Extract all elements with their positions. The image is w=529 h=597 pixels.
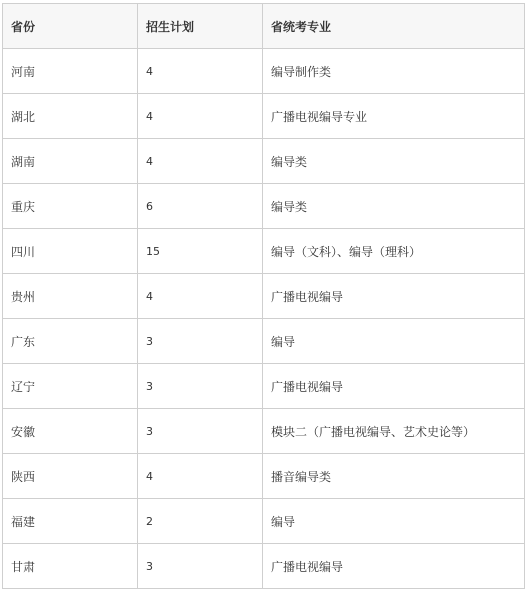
cell-province: 安徽 [3,409,138,454]
cell-plan: 3 [138,319,263,364]
enrollment-table-container [2,3,525,589]
cell-major: 编导（文科）、编导（理科） [263,229,525,274]
cell-plan: 15 [138,229,263,274]
cell-major: 模块二（广播电视编导、艺术史论等） [263,409,525,454]
cell-major: 广播电视编导 [263,274,525,319]
cell-major: 编导类 [263,139,525,184]
table-row [3,319,525,364]
cell-plan: 4 [138,139,263,184]
cell-province: 甘肃 [3,544,138,589]
cell-major: 编导 [263,319,525,364]
cell-plan: 4 [138,49,263,94]
table-row [3,229,525,274]
cell-province: 重庆 [3,184,138,229]
cell-province: 陕西 [3,454,138,499]
cell-province: 广东 [3,319,138,364]
table-row [3,364,525,409]
cell-major: 广播电视编导 [263,364,525,409]
table-row [3,184,525,229]
cell-major: 编导 [263,499,525,544]
cell-major: 播音编导类 [263,454,525,499]
cell-province: 湖北 [3,94,138,139]
header-major: 省统考专业 [263,4,525,49]
cell-province: 辽宁 [3,364,138,409]
table-row [3,49,525,94]
cell-major: 编导制作类 [263,49,525,94]
cell-major: 编导类 [263,184,525,229]
cell-province: 河南 [3,49,138,94]
cell-province: 湖南 [3,139,138,184]
cell-province: 福建 [3,499,138,544]
cell-plan: 3 [138,364,263,409]
cell-plan: 4 [138,274,263,319]
table-row [3,409,525,454]
table-row [3,499,525,544]
cell-major: 广播电视编导 [263,544,525,589]
table-row [3,94,525,139]
table-row [3,274,525,319]
cell-plan: 3 [138,544,263,589]
enrollment-table [2,3,525,589]
cell-major: 广播电视编导专业 [263,94,525,139]
table-row [3,454,525,499]
cell-plan: 4 [138,454,263,499]
cell-province: 四川 [3,229,138,274]
cell-plan: 2 [138,499,263,544]
table-row [3,544,525,589]
header-plan: 招生计划 [138,4,263,49]
cell-province: 贵州 [3,274,138,319]
cell-plan: 3 [138,409,263,454]
cell-plan: 4 [138,94,263,139]
table-header-row [3,4,525,49]
table-row [3,139,525,184]
cell-plan: 6 [138,184,263,229]
header-province: 省份 [3,4,138,49]
